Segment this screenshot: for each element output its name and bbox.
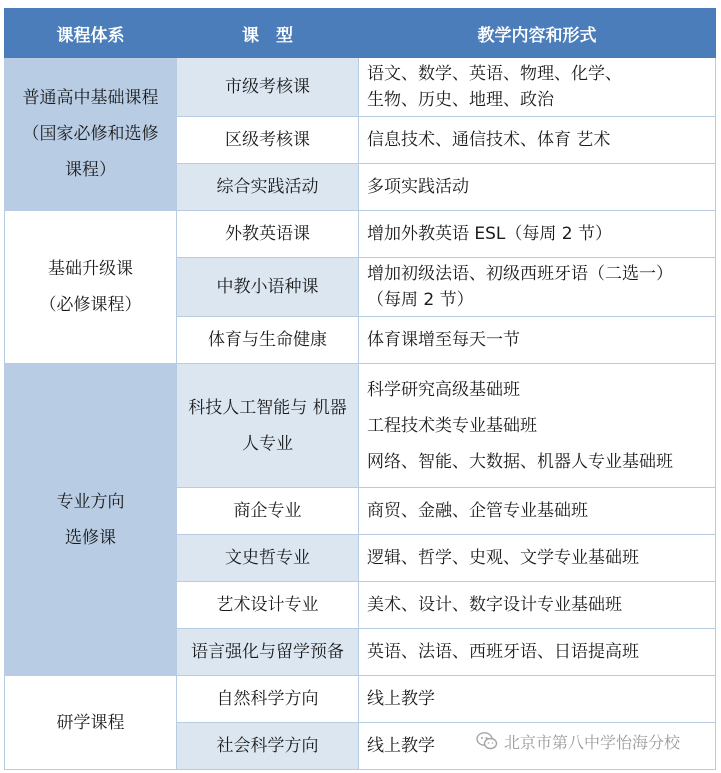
type-cell: 科技人工智能与 机器人专业: [177, 364, 359, 488]
type-cell: 区级考核课: [177, 117, 359, 164]
type-cell: 中教小语种课: [177, 258, 359, 317]
system-line: 基础升级课: [48, 259, 133, 279]
type-cell: 体育与生命健康: [177, 317, 359, 364]
system-cell: [5, 364, 177, 676]
type-cell: 商企专业: [177, 488, 359, 535]
type-cell: 自然科学方向: [177, 676, 359, 723]
curriculum-table: [4, 8, 716, 770]
table-row: [5, 211, 716, 258]
content-cell: 科学研究高级基础班 工程技术类专业基础班 网络、智能、大数据、机器人专业基础班: [359, 364, 716, 488]
content-cell: 增加初级法语、初级西班牙语（二选一） （每周 2 节）: [359, 258, 716, 317]
type-cell: 社会科学方向: [177, 723, 359, 770]
content-cell: 逻辑、哲学、史观、文学专业基础班: [359, 535, 716, 582]
content-cell: 商贸、金融、企管专业基础班: [359, 488, 716, 535]
system-line: 专业方向: [56, 491, 125, 512]
table-row: [5, 364, 716, 488]
content-cell: 英语、法语、西班牙语、日语提高班: [359, 629, 716, 676]
system-cell: [5, 211, 177, 364]
type-cell: 外教英语课: [177, 211, 359, 258]
type-cell: 文史哲专业: [177, 535, 359, 582]
type-cell: 市级考核课: [177, 58, 359, 117]
wechat-icon: [476, 731, 498, 751]
header-teaching-content: 教学内容和形式: [359, 9, 716, 58]
type-cell: 综合实践活动: [177, 164, 359, 211]
system-line: 选修课: [65, 527, 116, 548]
content-cell: 美术、设计、数字设计专业基础班: [359, 582, 716, 629]
system-line: 普通高中基础课程: [22, 88, 159, 108]
system-cell: [5, 58, 177, 211]
content-cell: 体育课增至每天一节: [359, 317, 716, 364]
watermark-text: 北京市第八中学怡海分校: [504, 732, 681, 752]
content-cell: 线上教学: [359, 676, 716, 723]
system-line: （必修课程）: [39, 295, 142, 315]
header-curriculum-system: 课程体系: [5, 9, 177, 58]
content-cell: 语文、数学、英语、物理、化学、 生物、历史、地理、政治: [359, 58, 716, 117]
table-row: [5, 676, 716, 723]
system-line: 研学课程: [56, 712, 125, 733]
system-line: 课程）: [65, 160, 116, 180]
content-cell: 信息技术、通信技术、体育 艺术: [359, 117, 716, 164]
watermark: [472, 726, 684, 756]
content-cell: 增加外教英语 ESL（每周 2 节）: [359, 211, 716, 258]
type-cell: 艺术设计专业: [177, 582, 359, 629]
system-line: （国家必修和选修: [22, 124, 159, 144]
table-body: [5, 58, 716, 770]
content-cell: 线上教学: [359, 723, 716, 770]
header-course-type: 课 型: [177, 9, 359, 58]
table-header: [5, 9, 716, 58]
type-cell: 语言强化与留学预备: [177, 629, 359, 676]
table-row: [5, 58, 716, 117]
content-cell: 多项实践活动: [359, 164, 716, 211]
system-cell: [5, 676, 177, 770]
